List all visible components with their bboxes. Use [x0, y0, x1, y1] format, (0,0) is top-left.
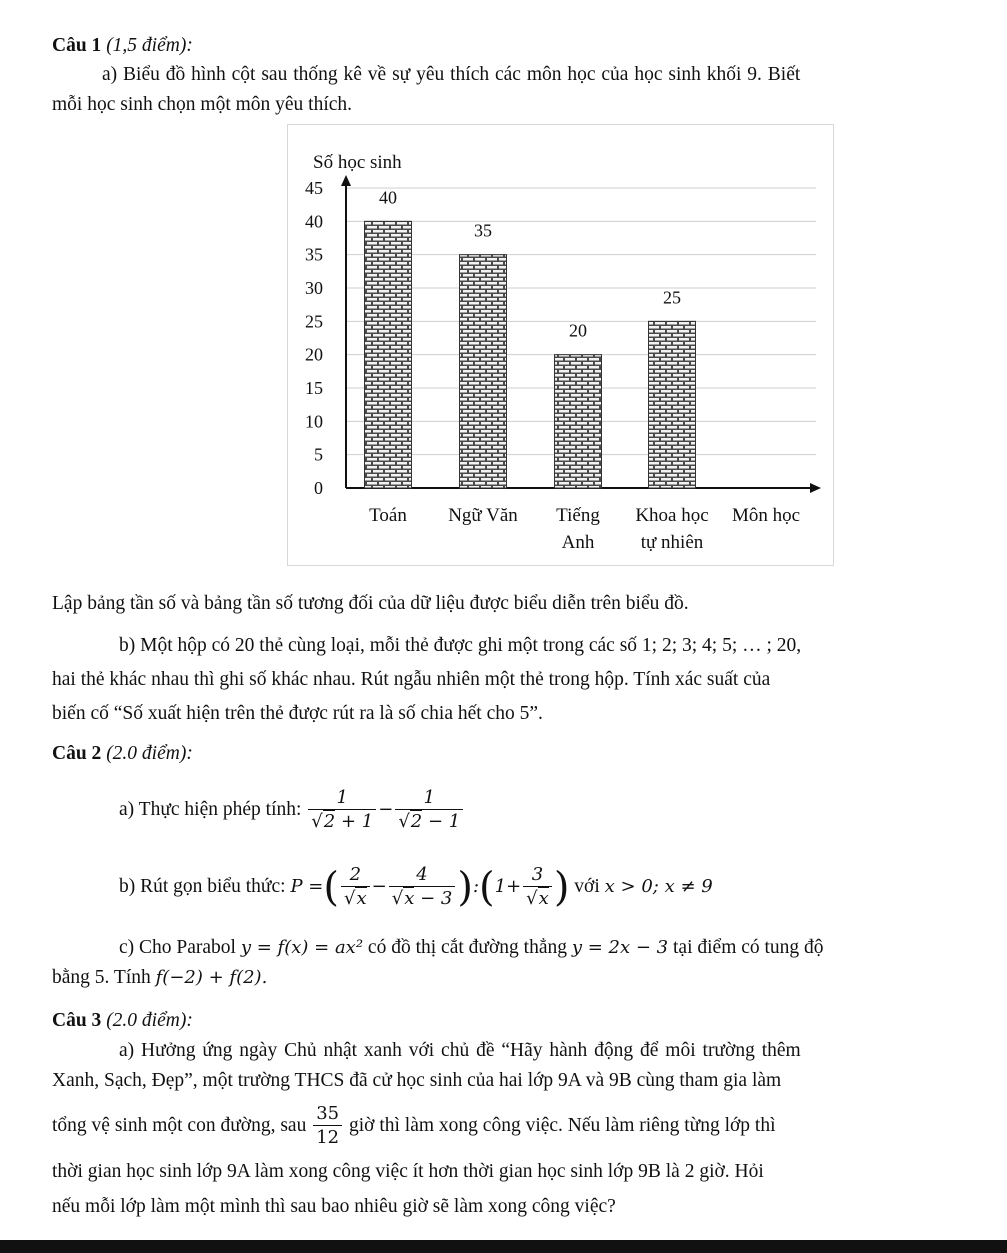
q2-heading	[52, 742, 193, 766]
q3-line2: Xanh, Sạch, Đẹp”, một trường THCS đã cử học sinh của hai lớp 9A và 9B cùng tham gia làm	[52, 1070, 782, 1091]
q1b-line1: b) Một hộp có 20 thẻ cùng loại, mỗi thẻ được ghi một trong các số 1; 2; 3; 4; 5; … ; 20,	[119, 635, 802, 656]
bar-value-label: 35	[474, 220, 492, 241]
bar	[365, 221, 412, 488]
q3-line4: thời gian học sinh lớp 9A làm xong công việc ít hơn thời gian học sinh lớp 9B là 2 giờ. Hỏi	[52, 1161, 764, 1182]
q2c-text3: tại điểm có tung độ	[673, 937, 824, 958]
y-tick-label: 20	[305, 344, 323, 365]
q2a-fraction-2: $\frac{1}{√2 - 1}$	[395, 787, 463, 834]
q3-line1: a) Hưởng ứng ngày Chủ nhật xanh với chủ đề “Hãy hành động để môi trường thêm	[119, 1040, 801, 1061]
q2b-expression: P =	[290, 876, 324, 897]
q2b-label: b) Rút gọn biểu thức:	[119, 876, 286, 897]
x-category-label: Khoa học	[635, 505, 709, 526]
bar-chart-frame	[287, 124, 834, 566]
bottom-border	[0, 1240, 1007, 1253]
bar-value-label: 40	[379, 187, 397, 208]
q1-title: Câu 1	[52, 35, 102, 56]
y-tick-label: 45	[305, 178, 323, 198]
x-category-label: tự nhiên	[640, 532, 704, 553]
q3-points: (2.0 điểm):	[106, 1010, 193, 1031]
bar	[649, 321, 696, 488]
q2a-label: a) Thực hiện phép tính:	[119, 799, 302, 820]
q3-line3-text-b: giờ thì làm xong công việc. Nếu làm riêng từng lớp thì	[348, 1115, 776, 1136]
q2c-line2	[52, 966, 267, 990]
q2-points: (2.0 điểm):	[106, 743, 193, 764]
q1-points: (1,5 điểm):	[106, 35, 193, 56]
y-tick-label: 5	[314, 444, 323, 465]
q2b-condition: x > 0; x ≠ 9	[604, 876, 713, 897]
x-axis-title: Môn học	[731, 505, 801, 526]
bar-value-label: 20	[569, 320, 587, 341]
q2a-fraction-1: $\frac{1}{√2 + 1}$	[308, 787, 376, 834]
q3-title: Câu 3	[52, 1010, 102, 1031]
y-tick-label: 0	[314, 478, 323, 498]
q3-heading	[52, 1009, 193, 1033]
x-axis-arrow	[810, 483, 821, 493]
q2a-line: a) Thực hiện phép tính: $\frac{1}{√2 + 1}$ − $\frac{1}{√2 - 1}$	[119, 784, 465, 836]
q1a-line1: a) Biểu đồ hình cột sau thống kê về sự yêu thích các môn học của học sinh khối 9. Biết	[102, 64, 801, 85]
bar-value-label: 25	[663, 287, 681, 308]
bar	[460, 255, 507, 488]
q3-line3	[52, 1096, 776, 1156]
y-tick-label: 10	[305, 411, 323, 432]
q3-line5: nếu mỗi lớp làm một mình thì sau bao nhiêu giờ sẽ làm xong công việc?	[52, 1196, 616, 1217]
q2b-condition-word: với	[574, 876, 600, 897]
q1b-line3: biến cố “Số xuất hiện trên thẻ được rút ra là số chia hết cho 5”.	[52, 703, 543, 724]
y-tick-label: 40	[305, 211, 323, 232]
q3-fraction-num: 35	[313, 1103, 342, 1126]
q2-title: Câu 2	[52, 743, 102, 764]
y-tick-label: 30	[305, 278, 323, 298]
y-tick-label: 35	[305, 244, 323, 265]
bar-chart	[288, 125, 833, 565]
q2c-text4: bằng 5. Tính	[52, 967, 151, 988]
q2c-text1: c) Cho Parabol	[119, 937, 236, 958]
q3-line3-text-a: tổng vệ sinh một con đường, sau	[52, 1115, 307, 1136]
q1a-line2: mỗi học sinh chọn một môn yêu thích.	[52, 94, 353, 115]
x-category-label: Anh	[561, 532, 595, 553]
y-axis-arrow	[341, 175, 351, 186]
q2c-line1	[119, 936, 824, 960]
q1-task: Lập bảng tần số và bảng tần số tương đối của dữ liệu được biểu diễn trên biểu đồ.	[52, 593, 689, 614]
x-category-label: Ngữ Văn	[448, 505, 518, 526]
y-tick-label: 15	[305, 378, 323, 398]
q2c-sum: f(−2) + f(2).	[155, 967, 268, 988]
y-tick-label: 25	[305, 311, 323, 332]
q3-fraction-den: 12	[316, 1127, 340, 1149]
q2c-line-eq: y = 2x − 3	[571, 937, 669, 958]
q2c-text2: có đồ thị cắt đường thẳng	[367, 937, 567, 958]
y-axis-title: Số học sinh	[313, 152, 402, 173]
x-category-label: Tiếng	[556, 505, 600, 526]
q1-heading	[52, 34, 193, 58]
q2c-parabola: y = f(x) = ax²	[240, 937, 364, 958]
q1b-line2: hai thẻ khác nhau thì ghi số khác nhau. Rút ngẫu nhiên một thẻ trong hộp. Tính xác suất của	[52, 669, 771, 690]
q3-fraction	[313, 1103, 342, 1150]
q2b-line: b) Rút gọn biểu thức: P =( $\frac{2}{√x}$ − $\frac{4}{√x - 3}$ ):(1+ $\frac{3}{√x}$ ) với x > 0; x ≠ 9	[119, 864, 713, 911]
bar	[555, 355, 602, 488]
x-category-label: Toán	[369, 505, 407, 526]
